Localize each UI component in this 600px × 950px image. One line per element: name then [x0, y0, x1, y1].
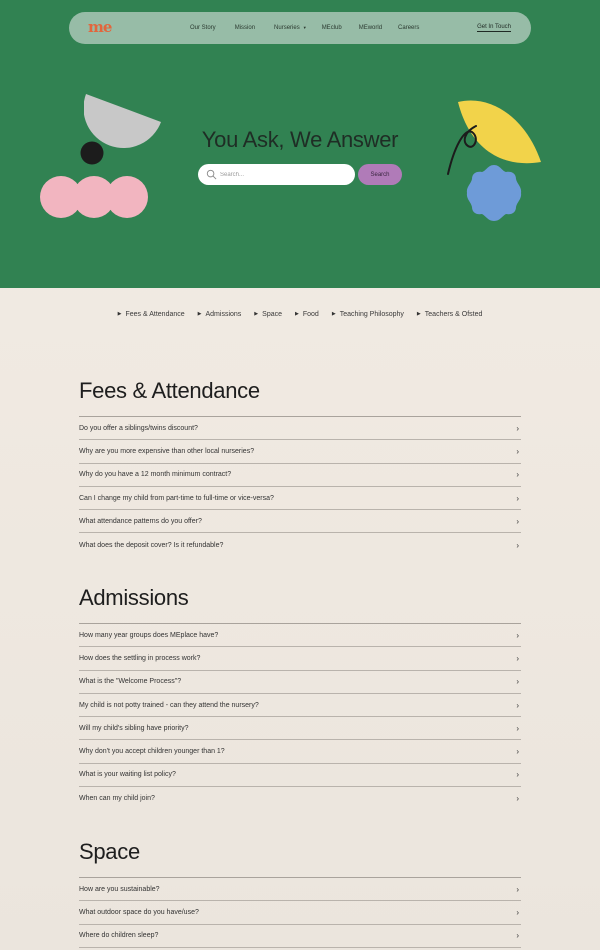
- faq-item[interactable]: [79, 624, 521, 647]
- faq-question: Do you offer a siblings/twins discount?: [79, 424, 198, 432]
- nav-links: [190, 12, 419, 44]
- faq-list: [79, 623, 521, 810]
- category-label: Food: [302, 310, 319, 318]
- category-teachers-ofsted[interactable]: [417, 311, 482, 318]
- faq-question: Why don't you accept children younger than 1?: [79, 748, 225, 756]
- caret-down-icon: ▼: [302, 25, 307, 30]
- faq-item[interactable]: [79, 878, 521, 901]
- category-admissions[interactable]: [198, 311, 242, 318]
- chevron-right-icon: ›: [516, 884, 519, 894]
- faq-question: What does the deposit cover? Is it refundable?: [79, 541, 224, 549]
- faq-question: Why are you more expensive than other local nurseries?: [79, 447, 255, 455]
- triangle-right-icon: ▶: [331, 311, 336, 317]
- category-space[interactable]: [254, 311, 282, 318]
- top-navbar: [69, 12, 531, 44]
- search-button[interactable]: Search: [358, 164, 402, 185]
- search-icon: [206, 169, 217, 180]
- logo[interactable]: me: [88, 18, 112, 36]
- faq-section-fees-attendance: [79, 374, 521, 557]
- nav-link-our-story[interactable]: Our Story: [190, 25, 216, 31]
- hero-section: [0, 0, 600, 288]
- chevron-right-icon: ›: [516, 540, 519, 550]
- faq-question: When can my child join?: [79, 795, 155, 803]
- faq-item[interactable]: [79, 440, 521, 463]
- faq-list: [79, 877, 521, 948]
- faq-question: What is your waiting list policy?: [79, 771, 176, 779]
- faq-question: What attendance patterns do you offer?: [79, 517, 202, 525]
- chevron-right-icon: ›: [516, 470, 519, 480]
- nav-link-meworld[interactable]: MEworld: [358, 25, 383, 31]
- triangle-right-icon: ▶: [416, 311, 421, 317]
- nav-link-mission[interactable]: Mission: [234, 25, 256, 31]
- pink-cloud-shape: [40, 173, 148, 221]
- category-label: Teaching Philosophy: [339, 310, 404, 318]
- faq-item[interactable]: [79, 647, 521, 670]
- nav-link-nurseries[interactable]: [274, 25, 307, 31]
- chevron-right-icon: ›: [516, 770, 519, 780]
- triangle-right-icon: ▶: [295, 311, 299, 317]
- triangle-right-icon: ▶: [254, 311, 259, 317]
- faq-item[interactable]: [79, 417, 521, 440]
- nav-link-meclub[interactable]: MEclub: [321, 25, 342, 31]
- search-box[interactable]: [198, 164, 355, 185]
- triangle-right-icon: ▶: [117, 311, 122, 317]
- faq-item[interactable]: [79, 717, 521, 740]
- faq-item[interactable]: [79, 694, 521, 717]
- blue-flower-shape: [464, 163, 524, 223]
- category-food[interactable]: [295, 311, 319, 318]
- hero-title: You Ask, We Answer: [201, 127, 399, 152]
- faq-item[interactable]: [79, 764, 521, 787]
- faq-item[interactable]: [79, 510, 521, 533]
- faq-question: Will my child's sibling have priority?: [79, 724, 189, 732]
- faq-question: Where do children sleep?: [79, 932, 159, 940]
- nav-link-careers[interactable]: Careers: [398, 25, 420, 31]
- faq-item[interactable]: [79, 671, 521, 694]
- category-fees-attendance[interactable]: [118, 311, 185, 318]
- faq-list: [79, 416, 521, 557]
- section-title: Admissions: [79, 585, 189, 610]
- faq-item[interactable]: [79, 740, 521, 763]
- faq-question: What is the "Welcome Process"?: [79, 678, 182, 686]
- category-nav: [0, 308, 600, 320]
- faq-section-space: [79, 835, 521, 948]
- nav-link-nurseries-label: Nurseries: [274, 25, 300, 31]
- faq-question: How does the settling in process work?: [79, 654, 201, 662]
- chevron-right-icon: ›: [516, 677, 519, 687]
- chevron-right-icon: ›: [516, 723, 519, 733]
- section-title: Fees & Attendance: [79, 378, 260, 403]
- faq-question: What outdoor space do you have/use?: [79, 908, 199, 916]
- faq-item[interactable]: [79, 901, 521, 924]
- faq-question: Why do you have a 12 month minimum contract?: [79, 471, 232, 479]
- category-label: Fees & Attendance: [125, 310, 185, 318]
- faq-question: My child is not potty trained - can they attend the nursery?: [79, 701, 259, 709]
- faq-item[interactable]: [79, 787, 521, 810]
- get-in-touch-link[interactable]: Get In Touch: [477, 24, 511, 30]
- chevron-right-icon: ›: [516, 747, 519, 757]
- triangle-right-icon: ▶: [197, 311, 202, 317]
- chevron-right-icon: ›: [516, 931, 519, 941]
- category-label: Teachers & Ofsted: [424, 310, 483, 318]
- category-label: Admissions: [205, 310, 242, 318]
- chevron-right-icon: ›: [516, 794, 519, 804]
- chevron-right-icon: ›: [516, 446, 519, 456]
- chevron-right-icon: ›: [516, 630, 519, 640]
- chevron-right-icon: ›: [516, 653, 519, 663]
- search-input[interactable]: [220, 164, 345, 185]
- faq-item[interactable]: [79, 925, 521, 948]
- chevron-right-icon: ›: [516, 493, 519, 503]
- faq-item[interactable]: [79, 464, 521, 487]
- chevron-right-icon: ›: [516, 516, 519, 526]
- category-label: Space: [262, 310, 283, 318]
- faq-question: How are you sustainable?: [79, 885, 160, 893]
- chevron-right-icon: ›: [516, 423, 519, 433]
- section-title: Space: [79, 839, 140, 864]
- category-teaching-philosophy[interactable]: [332, 311, 404, 318]
- faq-item[interactable]: [79, 487, 521, 510]
- faq-item[interactable]: [79, 533, 521, 556]
- chevron-right-icon: ›: [516, 700, 519, 710]
- faq-section-admissions: [79, 581, 521, 810]
- chevron-right-icon: ›: [516, 907, 519, 917]
- faq-question: How many year groups does MEplace have?: [79, 631, 219, 639]
- faq-question: Can I change my child from part-time to full-time or vice-versa?: [79, 494, 274, 502]
